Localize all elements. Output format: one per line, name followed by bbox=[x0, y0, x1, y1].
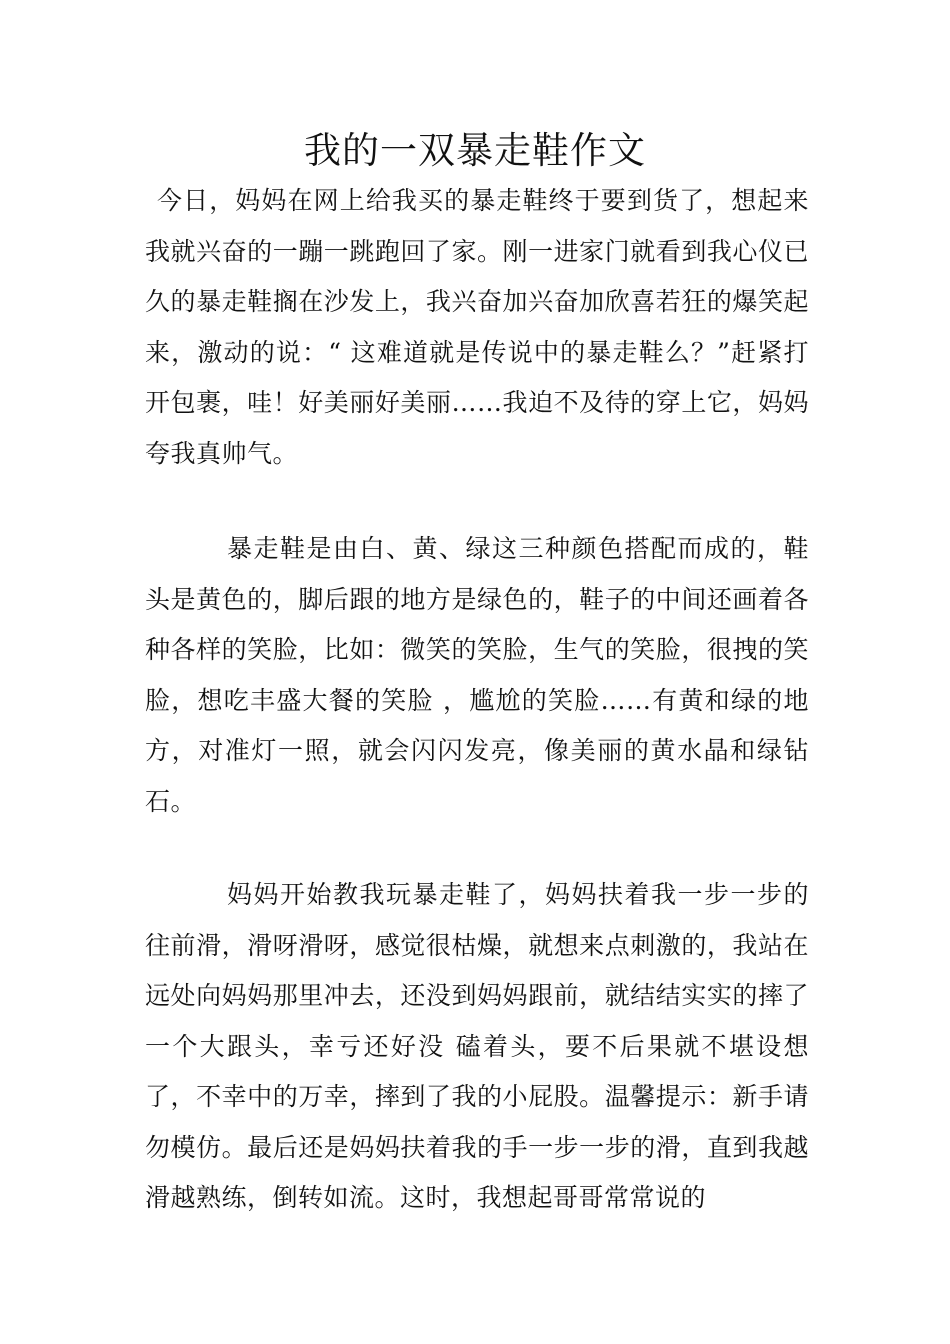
paragraph-3: 妈妈开始教我玩暴走鞋了，妈妈扶着我一步一步的往前滑，滑呀滑呀，感觉很枯燥，就想来点刺激的，我站在远处向妈妈那里冲去，还没到妈妈跟前，就结结实实的摔了一个大跟头，幸亏还好没 磕着头，要不后果就不堪设想了，不幸中的万幸，摔到了我的小屁股。温馨提示：新手请勿模仿。最后还是妈妈扶着我的手一步一步的滑，直到我越滑越熟练，倒转如流。这时，我想起哥哥常常说的 bbox=[145, 880, 809, 1212]
document-title: 我的一双暴走鞋作文 bbox=[304, 129, 646, 172]
paragraph-1: 今日，妈妈在网上给我买的暴走鞋终于要到货了，想起来我就兴奋的一蹦一跳跑回了家。刚一进家门就看到我心仪已久的暴走鞋搁在沙发上，我兴奋加兴奋加欣喜若狂的爆笑起来，激动的说：“ 这难道就是传说中的暴走鞋么？”赶紧打开包裹，哇！好美丽好美丽……我迫不及待的穿上它，妈妈夸我真帅气。 bbox=[145, 186, 809, 468]
paragraph-2: 暴走鞋是由白、黄、绿这三种颜色搭配而成的，鞋头是黄色的，脚后跟的地方是绿色的，鞋子的中间还画着各种各样的笑脸，比如：微笑的笑脸，生气的笑脸，很拽的笑脸，想吃丰盛大餐的笑脸 ，尴尬的笑脸……有黄和绿的地方，对准灯一照，就会闪闪发亮，像美丽的黄水晶和绿钻石。 bbox=[145, 534, 809, 816]
